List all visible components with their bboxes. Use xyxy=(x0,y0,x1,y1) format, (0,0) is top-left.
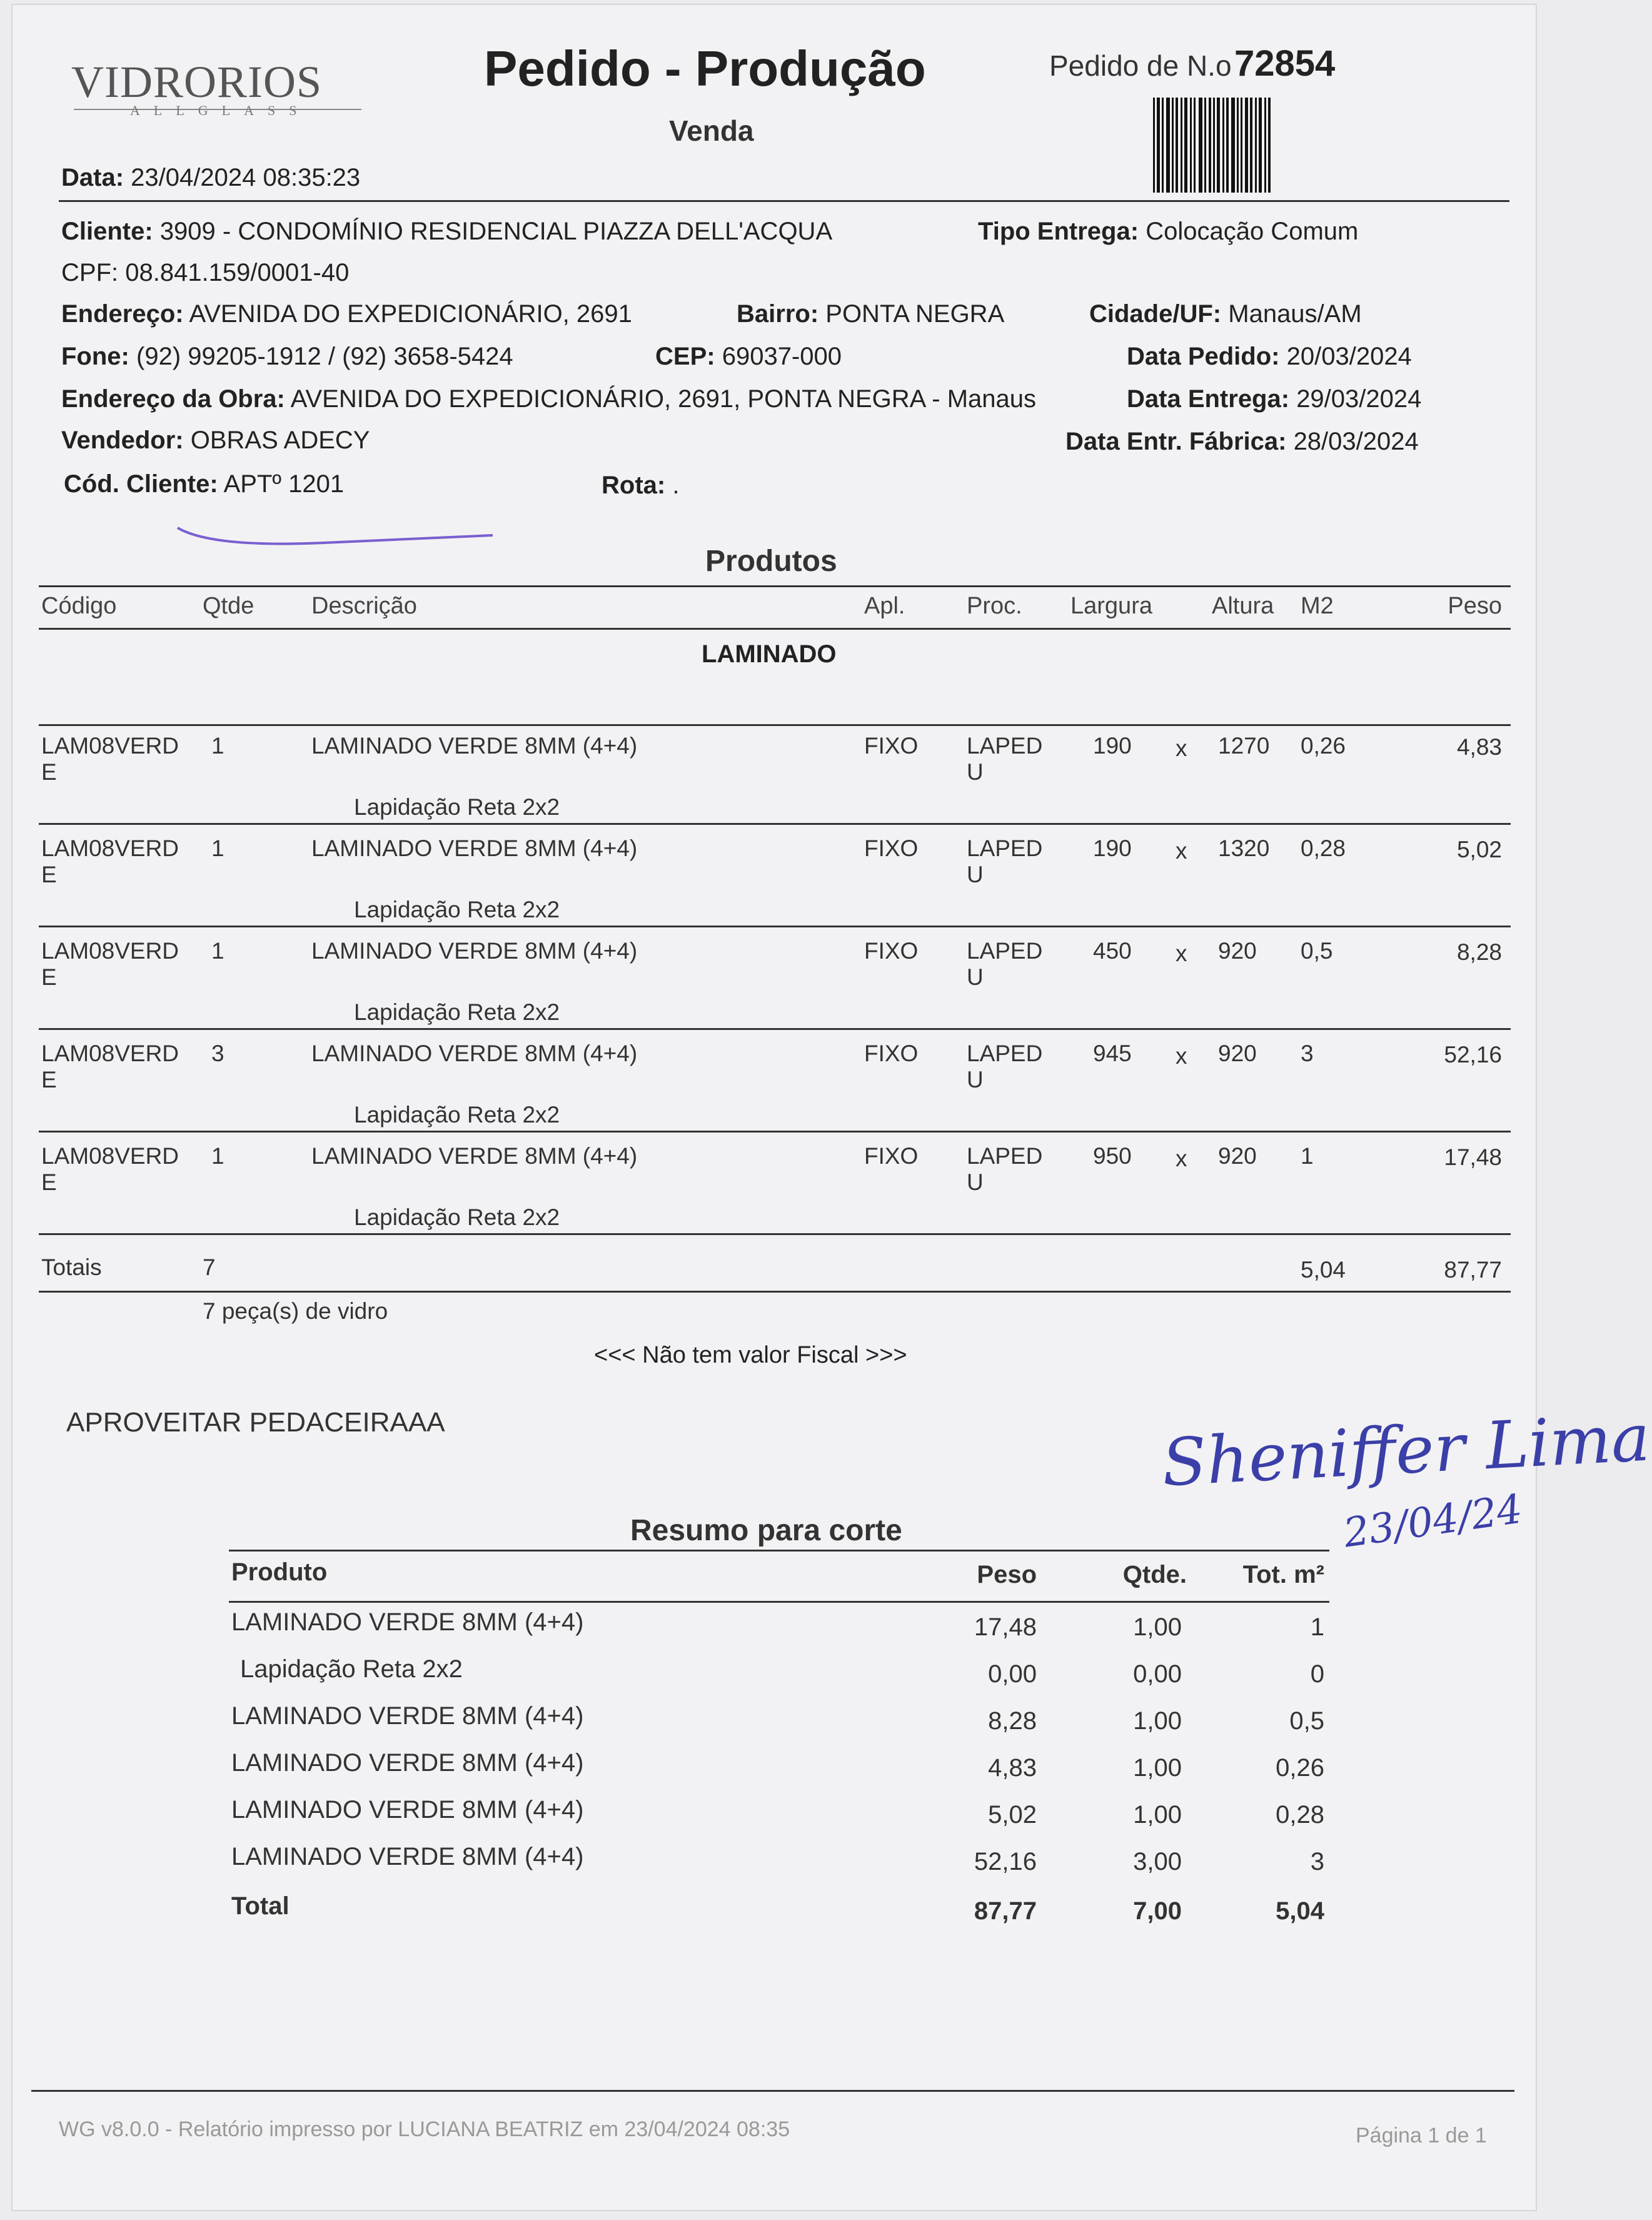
summary-top-rule xyxy=(229,1550,1329,1551)
summary-cell-total-m2: 0,28 xyxy=(1276,1801,1324,1829)
cell-code-cont: E xyxy=(41,1067,57,1092)
cell-code: LAM08VERD xyxy=(41,733,179,759)
summary-cell-qty: 1,00 xyxy=(1133,1801,1182,1829)
fiscal-note: <<< Não tem valor Fiscal >>> xyxy=(594,1342,907,1368)
cell-width: 945 xyxy=(1093,1041,1132,1066)
column-header-width: Largura xyxy=(1070,593,1152,619)
summary-total-label: Total xyxy=(231,1892,290,1920)
row-divider xyxy=(39,1233,1511,1235)
summary-cell-weight: 0,00 xyxy=(988,1660,1037,1688)
summary-header-total-m2: Tot. m² xyxy=(1242,1561,1324,1588)
cell-code: LAM08VERD xyxy=(41,938,179,964)
row-divider xyxy=(39,823,1511,825)
summary-cell-total-m2: 0 xyxy=(1310,1660,1324,1688)
row-divider xyxy=(39,1028,1511,1030)
barcode-bar xyxy=(1184,98,1187,193)
summary-cell-product: LAMINADO VERDE 8MM (4+4) xyxy=(231,1608,584,1636)
cell-qty: 1 xyxy=(211,733,224,759)
barcode xyxy=(1153,98,1391,193)
row-divider xyxy=(39,1131,1511,1133)
cut-summary-title: Resumo para corte xyxy=(630,1514,902,1547)
cell-weight: 52,16 xyxy=(1444,1042,1502,1067)
summary-cell-product: Lapidação Reta 2x2 xyxy=(240,1655,463,1683)
cell-description: LAMINADO VERDE 8MM (4+4) xyxy=(311,1041,638,1066)
barcode-bar xyxy=(1222,98,1224,193)
city-field: Cidade/UF: Manaus/AM xyxy=(1089,300,1362,328)
products-section-title: Produtos xyxy=(705,545,837,578)
cell-process-cont: U xyxy=(967,964,984,990)
cell-code: LAM08VERD xyxy=(41,1143,179,1169)
summary-total-m2: 5,04 xyxy=(1276,1897,1324,1925)
delivery-date-field: Data Entrega: 29/03/2024 xyxy=(1127,385,1422,413)
company-logo: VIDRORIOS xyxy=(71,57,323,107)
barcode-bar xyxy=(1162,98,1164,193)
cell-m2: 0,26 xyxy=(1301,733,1346,759)
barcode-bar xyxy=(1157,98,1160,193)
cell-qty: 3 xyxy=(211,1041,224,1066)
cell-description: LAMINADO VERDE 8MM (4+4) xyxy=(311,835,638,861)
summary-total-weight: 87,77 xyxy=(974,1897,1037,1925)
cell-times: x xyxy=(1176,1043,1187,1069)
barcode-bar xyxy=(1237,98,1239,193)
summary-cell-weight: 17,48 xyxy=(974,1613,1037,1641)
summary-header-qty: Qtde. xyxy=(1122,1561,1187,1588)
barcode-bar xyxy=(1217,98,1220,193)
handwritten-date: 23/04/24 xyxy=(1341,1486,1526,1557)
summary-header-product: Produto xyxy=(231,1558,328,1586)
barcode-bar xyxy=(1231,98,1235,193)
cell-sub-process: Lapidação Reta 2x2 xyxy=(354,1102,560,1128)
totals-qty: 7 xyxy=(203,1254,216,1280)
cell-width: 950 xyxy=(1093,1143,1132,1169)
cell-sub-process: Lapidação Reta 2x2 xyxy=(354,1204,560,1230)
cell-process: LAPED xyxy=(967,1041,1043,1066)
cpf-field: CPF: 08.841.159/0001-40 xyxy=(61,259,350,286)
barcode-bar xyxy=(1259,98,1262,193)
cell-sub-process: Lapidação Reta 2x2 xyxy=(354,999,560,1025)
summary-cell-product: LAMINADO VERDE 8MM (4+4) xyxy=(231,1749,584,1777)
column-header-code: Código xyxy=(41,593,117,619)
cell-process: LAPED xyxy=(967,1143,1043,1169)
barcode-bar xyxy=(1250,98,1252,193)
barcode-bar xyxy=(1199,98,1202,193)
cep-field: CEP: 69037-000 xyxy=(655,343,842,370)
barcode-bar xyxy=(1213,98,1215,193)
observation-note: APROVEITAR PEDACEIRAAA xyxy=(66,1407,445,1438)
cell-qty: 1 xyxy=(211,938,224,964)
cell-description: LAMINADO VERDE 8MM (4+4) xyxy=(311,1143,638,1169)
page-subtitle: Venda xyxy=(669,114,754,147)
footer-print-info: WG v8.0.0 - Relatório impresso por LUCIANA BEATRIZ em 23/04/2024 08:35 xyxy=(59,2117,790,2141)
barcode-bar xyxy=(1255,98,1257,193)
barcode-bar xyxy=(1172,98,1174,193)
group-rule xyxy=(39,724,1511,726)
cell-process: LAPED xyxy=(967,938,1043,964)
cell-application: FIXO xyxy=(864,1041,919,1066)
barcode-bar xyxy=(1226,98,1229,193)
totals-label: Totais xyxy=(41,1254,102,1280)
cell-times: x xyxy=(1176,735,1187,761)
barcode-bar xyxy=(1194,98,1196,193)
route-field: Rota: . xyxy=(602,472,680,499)
cell-height: 920 xyxy=(1218,938,1257,964)
row-divider xyxy=(39,926,1511,927)
totals-bottom-rule xyxy=(39,1291,1511,1293)
column-header-m2: M2 xyxy=(1301,593,1334,619)
column-header-weight: Peso xyxy=(1448,593,1502,619)
page-title: Pedido - Produção xyxy=(484,41,926,96)
product-group-label: LAMINADO xyxy=(702,640,837,668)
cell-height: 920 xyxy=(1218,1143,1257,1169)
cell-weight: 17,48 xyxy=(1444,1144,1502,1170)
footer-rule xyxy=(31,2090,1514,2092)
cell-process-cont: U xyxy=(967,1067,984,1092)
cell-application: FIXO xyxy=(864,835,919,861)
header-divider xyxy=(59,200,1509,202)
summary-cell-product: LAMINADO VERDE 8MM (4+4) xyxy=(231,1843,584,1870)
district-field: Bairro: PONTA NEGRA xyxy=(737,300,1005,328)
summary-cell-weight: 52,16 xyxy=(974,1848,1037,1875)
cell-height: 920 xyxy=(1218,1041,1257,1066)
summary-cell-total-m2: 1 xyxy=(1310,1613,1324,1641)
order-number-block xyxy=(1049,43,1335,84)
summary-cell-qty: 3,00 xyxy=(1133,1848,1182,1875)
client-code-field: Cód. Cliente: APTº 1201 xyxy=(64,470,345,498)
cell-process: LAPED xyxy=(967,835,1043,861)
cell-description: LAMINADO VERDE 8MM (4+4) xyxy=(311,938,638,964)
order-number-label: Pedido de N.o xyxy=(1049,49,1232,82)
cell-description: LAMINADO VERDE 8MM (4+4) xyxy=(311,733,638,759)
footer-page-number: Página 1 de 1 xyxy=(1356,2124,1487,2147)
barcode-bar xyxy=(1181,98,1182,193)
document-page xyxy=(11,4,1652,2211)
cell-qty: 1 xyxy=(211,1143,224,1169)
cell-m2: 0,28 xyxy=(1301,835,1346,861)
cell-m2: 0,5 xyxy=(1301,938,1333,964)
summary-cell-qty: 0,00 xyxy=(1133,1660,1182,1688)
handwritten-signature: Sheniffer Lima xyxy=(1160,1399,1652,1501)
cell-height: 1270 xyxy=(1218,733,1270,759)
barcode-bar xyxy=(1209,98,1211,193)
cell-width: 190 xyxy=(1093,733,1132,759)
phone-field: Fone: (92) 99205-1912 / (92) 3658-5424 xyxy=(61,343,513,370)
summary-cell-total-m2: 0,26 xyxy=(1276,1754,1324,1782)
cell-times: x xyxy=(1176,941,1187,966)
summary-cell-qty: 1,00 xyxy=(1133,1613,1182,1641)
barcode-bar xyxy=(1264,98,1266,193)
cell-qty: 1 xyxy=(211,835,224,861)
products-header-top-rule xyxy=(39,585,1511,587)
summary-cell-total-m2: 0,5 xyxy=(1289,1707,1324,1735)
column-header-process: Proc. xyxy=(967,593,1022,619)
cell-code-cont: E xyxy=(41,964,57,990)
barcode-bar xyxy=(1190,98,1192,193)
company-logo-subtitle: ALLGLASS xyxy=(130,103,311,118)
summary-cell-weight: 5,02 xyxy=(988,1801,1037,1829)
cell-code: LAM08VERD xyxy=(41,1041,179,1066)
cell-application: FIXO xyxy=(864,1143,919,1169)
barcode-bar xyxy=(1166,98,1170,193)
factory-date-field: Data Entr. Fábrica: 28/03/2024 xyxy=(1065,428,1419,455)
barcode-bar xyxy=(1176,98,1178,193)
summary-cell-qty: 1,00 xyxy=(1133,1754,1182,1782)
column-header-application: Apl. xyxy=(864,593,905,619)
pieces-count: 7 peça(s) de vidro xyxy=(203,1298,388,1324)
summary-cell-product: LAMINADO VERDE 8MM (4+4) xyxy=(231,1796,584,1824)
cell-sub-process: Lapidação Reta 2x2 xyxy=(354,897,560,922)
cell-weight: 4,83 xyxy=(1456,734,1502,760)
summary-header-weight: Peso xyxy=(977,1561,1037,1588)
barcode-bar xyxy=(1153,98,1155,193)
cell-code: LAM08VERD xyxy=(41,835,179,861)
cell-code-cont: E xyxy=(41,759,57,785)
summary-cell-qty: 1,00 xyxy=(1133,1707,1182,1735)
cell-m2: 1 xyxy=(1301,1143,1314,1169)
work-address-field: Endereço da Obra: AVENIDA DO EXPEDICIONÁRIO, 2691, PONTA NEGRA - Manaus xyxy=(61,385,1037,413)
totals-weight: 87,77 xyxy=(1444,1257,1502,1283)
summary-total-qty: 7,00 xyxy=(1133,1897,1182,1925)
cell-weight: 5,02 xyxy=(1456,837,1502,862)
summary-cell-total-m2: 3 xyxy=(1310,1848,1324,1875)
barcode-bar xyxy=(1204,98,1206,193)
cell-code-cont: E xyxy=(41,862,57,887)
summary-cell-weight: 8,28 xyxy=(988,1707,1037,1735)
delivery-type-field: Tipo Entrega: Colocação Comum xyxy=(978,218,1359,245)
order-date-field: Data Pedido: 20/03/2024 xyxy=(1127,343,1412,370)
client-field: Cliente: 3909 - CONDOMÍNIO RESIDENCIAL PIAZZA DELL'ACQUA xyxy=(61,218,833,245)
cell-process-cont: U xyxy=(967,1169,984,1195)
cell-height: 1320 xyxy=(1218,835,1270,861)
print-date: Data: 23/04/2024 08:35:23 xyxy=(61,164,361,191)
cell-code-cont: E xyxy=(41,1169,57,1195)
barcode-bar xyxy=(1241,98,1242,193)
cell-width: 190 xyxy=(1093,835,1132,861)
summary-cell-product: LAMINADO VERDE 8MM (4+4) xyxy=(231,1702,584,1730)
cell-application: FIXO xyxy=(864,938,919,964)
column-header-description: Descrição xyxy=(311,593,417,619)
seller-field: Vendedor: OBRAS ADECY xyxy=(61,426,370,454)
summary-header-rule xyxy=(229,1601,1329,1603)
barcode-bar xyxy=(1268,98,1271,193)
cell-m2: 3 xyxy=(1301,1041,1314,1066)
cell-process: LAPED xyxy=(967,733,1043,759)
products-header-bottom-rule xyxy=(39,628,1511,630)
cell-process-cont: U xyxy=(967,759,984,785)
cell-process-cont: U xyxy=(967,862,984,887)
cell-weight: 8,28 xyxy=(1456,939,1502,965)
totals-m2: 5,04 xyxy=(1301,1257,1346,1283)
cell-times: x xyxy=(1176,838,1187,864)
column-header-height: Altura xyxy=(1212,593,1274,619)
pen-underline-mark xyxy=(174,517,499,554)
cell-times: x xyxy=(1176,1146,1187,1171)
summary-cell-weight: 4,83 xyxy=(988,1754,1037,1782)
column-header-qty: Qtde xyxy=(203,593,254,619)
cell-sub-process: Lapidação Reta 2x2 xyxy=(354,794,560,820)
address-field: Endereço: AVENIDA DO EXPEDICIONÁRIO, 2691 xyxy=(61,300,632,328)
cell-width: 450 xyxy=(1093,938,1132,964)
order-number: 72854 xyxy=(1234,43,1336,84)
cell-application: FIXO xyxy=(864,733,919,759)
barcode-bar xyxy=(1245,98,1248,193)
